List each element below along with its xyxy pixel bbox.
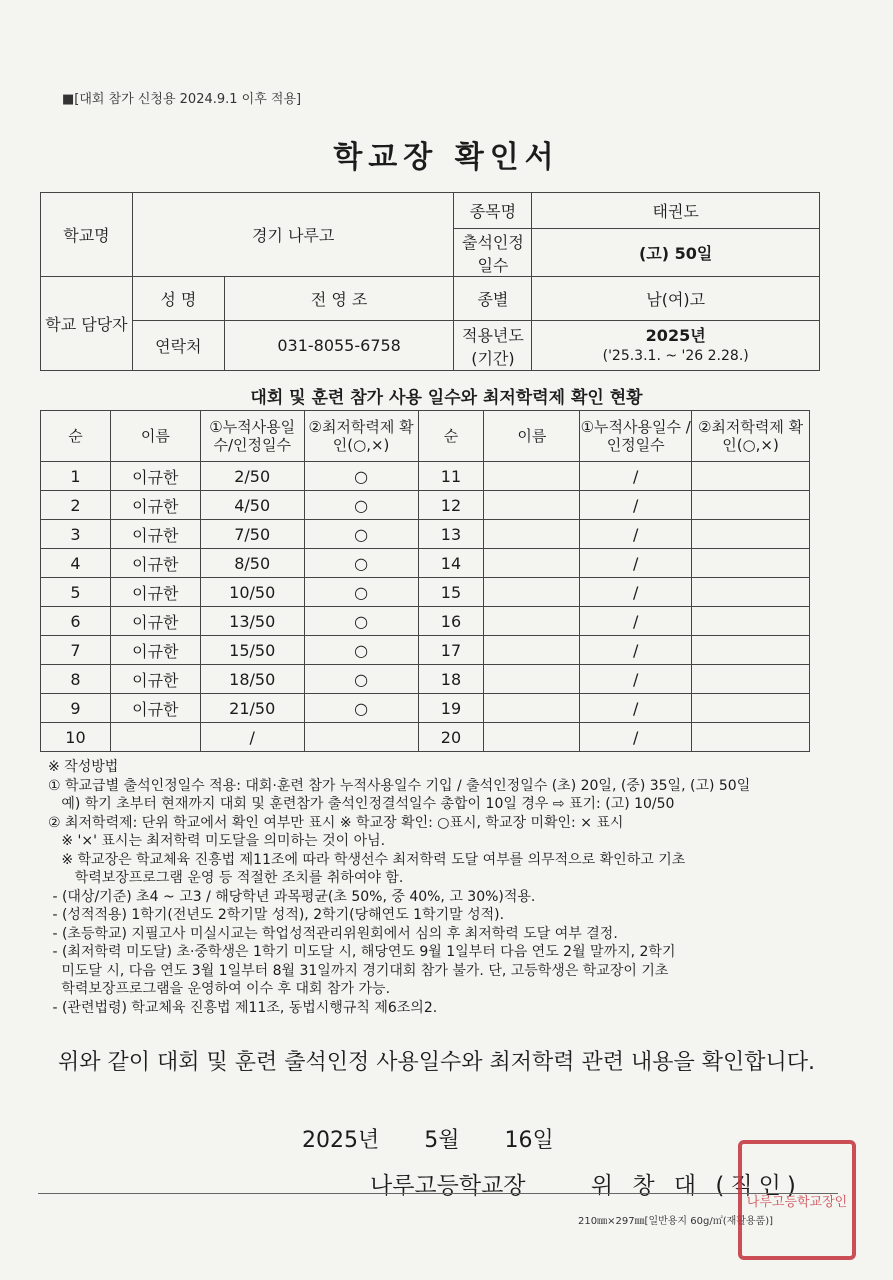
paper-spec: 210㎜×297㎜[일반용지 60g/㎡(재활용품)] xyxy=(578,1216,774,1227)
instruction-line: ② 최저학력제: 단위 학교에서 확인 여부만 표시 ※ 학교장 확인: ○표시, 학교장 미확인: × 표시 xyxy=(48,814,624,831)
col-min: ②최저학력제 확인(○,×) xyxy=(304,411,418,462)
col-name-2: 이름 xyxy=(484,411,580,462)
row-name: 이규한 xyxy=(110,520,200,549)
row-days: 18/50 xyxy=(200,665,304,694)
row-no: 3 xyxy=(41,520,111,549)
row-no-2: 19 xyxy=(418,694,484,723)
row-min-2 xyxy=(692,462,810,491)
school-label: 학교명 xyxy=(41,193,133,277)
year-label: 적용년도 (기간) xyxy=(454,321,532,371)
row-no: 4 xyxy=(41,549,111,578)
sport-value: 태권도 xyxy=(532,193,820,229)
year-cell xyxy=(532,321,820,371)
row-name: 이규한 xyxy=(110,549,200,578)
row-days-2: / xyxy=(580,723,692,752)
table-row xyxy=(41,723,810,752)
contact-value: 031-8055-6758 xyxy=(224,321,454,371)
row-min: ○ xyxy=(304,665,418,694)
row-name-2 xyxy=(484,578,580,607)
instruction-line: ※ 작성방법 xyxy=(48,759,119,775)
row-min-2 xyxy=(692,694,810,723)
row-no: 7 xyxy=(41,636,111,665)
instruction-line: ※ 학교장은 학교체육 진흥법 제11조에 따라 학생선수 최저학력 도달 여부를 의무적으로 확인하고 기초 xyxy=(48,851,686,868)
row-days-2: / xyxy=(580,607,692,636)
footer-divider xyxy=(38,1193,838,1194)
row-name: 이규한 xyxy=(110,636,200,665)
row-name-2 xyxy=(484,462,580,491)
instruction-line: - (성적적용) 1학기(전년도 2학기말 성적), 2학기(당해연도 1학기말 성적). xyxy=(48,907,505,923)
col-no-2: 순 xyxy=(418,411,484,462)
official-seal xyxy=(738,1140,856,1260)
instruction-line: - (초등학교) 지필고사 미실시교는 학업성적관리위원회에서 심의 후 최저학력 도달 여부 결정. xyxy=(48,925,618,942)
row-no-2: 11 xyxy=(418,462,484,491)
table-row xyxy=(41,607,810,636)
row-no-2: 15 xyxy=(418,578,484,607)
instruction-line: ① 학교급별 출석인정일수 적용: 대회·훈련 참가 누적사용일수 기입 / 출석인정일수 (초) 20일, (중) 35일, (고) 50일 xyxy=(48,777,751,794)
date-month: 5월 xyxy=(424,1128,460,1153)
col-name: 이름 xyxy=(110,411,200,462)
name-label: 성 명 xyxy=(132,277,224,321)
col-days-2: ①누적사용일수 /인정일수 xyxy=(580,411,692,462)
attendance-label: 출석인정 일수 xyxy=(454,229,532,277)
seal-text: 나루고등학교장인 xyxy=(746,1194,848,1210)
row-min: ○ xyxy=(304,607,418,636)
row-days-2: / xyxy=(580,694,692,723)
row-no: 2 xyxy=(41,491,111,520)
row-min: ○ xyxy=(304,520,418,549)
row-days: 21/50 xyxy=(200,694,304,723)
row-days-2: / xyxy=(580,578,692,607)
row-min: ○ xyxy=(304,694,418,723)
row-name: 이규한 xyxy=(110,491,200,520)
date-year: 2025년 xyxy=(302,1128,380,1153)
instruction-line: ※ '×' 표시는 최저학력 미도달을 의미하는 것이 아님. xyxy=(48,833,386,849)
instruction-line: - (관련법령) 학교체육 진흥법 제11조, 동법시행규칙 제6조의2. xyxy=(48,999,438,1016)
table-row xyxy=(41,462,810,491)
confirmation-text: 위와 같이 대회 및 훈련 출석인정 사용일수와 최저학력 관련 내용을 확인합니다. xyxy=(58,1050,815,1075)
row-name-2 xyxy=(484,549,580,578)
row-days: 10/50 xyxy=(200,578,304,607)
document-title: 학교장 확인서 xyxy=(333,140,560,175)
row-min-2 xyxy=(692,607,810,636)
row-days-2: / xyxy=(580,520,692,549)
instruction-line: - (대상/기준) 초4 ~ 고3 / 해당학년 과목평균(초 50%, 중 40%, 고 30%)적용. xyxy=(48,888,536,905)
row-name-2 xyxy=(484,607,580,636)
row-no-2: 17 xyxy=(418,636,484,665)
row-name: 이규한 xyxy=(110,578,200,607)
row-days: 2/50 xyxy=(200,462,304,491)
table-row xyxy=(41,491,810,520)
instruction-line: 미도달 시, 다음 연도 3월 1일부터 8월 31일까지 경기대회 참가 불가. 단, 고등학생은 학교장이 기초 xyxy=(48,962,669,979)
row-min xyxy=(304,723,418,752)
attendance-value: (고) 50일 xyxy=(532,229,820,277)
table-row xyxy=(41,636,810,665)
row-no: 9 xyxy=(41,694,111,723)
row-no-2: 18 xyxy=(418,665,484,694)
contact-label: 연락처 xyxy=(132,321,224,371)
table-subtitle: 대회 및 훈련 참가 사용 일수와 최저학력제 확인 현황 xyxy=(250,388,643,408)
col-days: ①누적사용일 수/인정일수 xyxy=(200,411,304,462)
row-min: ○ xyxy=(304,578,418,607)
row-no: 10 xyxy=(41,723,111,752)
row-no-2: 16 xyxy=(418,607,484,636)
name-value: 전 영 조 xyxy=(224,277,454,321)
manager-label: 학교 담당자 xyxy=(41,277,133,371)
row-name-2 xyxy=(484,723,580,752)
row-days-2: / xyxy=(580,636,692,665)
row-days: 8/50 xyxy=(200,549,304,578)
instruction-line: 학력보장프로그램을 운영하여 이수 후 대회 참가 가능. xyxy=(48,981,391,997)
row-no-2: 12 xyxy=(418,491,484,520)
period-value: ('25.3.1. ~ '26 2.28.) xyxy=(602,347,749,364)
row-name: 이규한 xyxy=(110,607,200,636)
row-min-2 xyxy=(692,723,810,752)
row-min: ○ xyxy=(304,549,418,578)
instruction-line: - (최저학력 미도달) 초·중학생은 1학기 미도달 시, 해당연도 9월 1일부터 다음 연도 2월 말까지, 2학기 xyxy=(48,944,676,960)
sport-label: 종목명 xyxy=(454,193,532,229)
school-value: 경기 나루고 xyxy=(132,193,454,277)
row-days-2: / xyxy=(580,665,692,694)
row-name-2 xyxy=(484,636,580,665)
table-row xyxy=(41,665,810,694)
instructions xyxy=(48,758,828,1017)
row-name: 이규한 xyxy=(110,462,200,491)
row-days: 4/50 xyxy=(200,491,304,520)
row-days: 13/50 xyxy=(200,607,304,636)
row-name: 이규한 xyxy=(110,665,200,694)
instruction-line: 학력보장프로그램 운영 등 적절한 조치를 취하여야 함. xyxy=(48,870,404,886)
row-days: 7/50 xyxy=(200,520,304,549)
row-min-2 xyxy=(692,520,810,549)
col-no: 순 xyxy=(41,411,111,462)
table-row xyxy=(41,520,810,549)
row-days-2: / xyxy=(580,549,692,578)
date-day: 16일 xyxy=(504,1128,554,1153)
table-row xyxy=(41,694,810,723)
row-min: ○ xyxy=(304,636,418,665)
gender-label: 종별 xyxy=(454,277,532,321)
gender-value: 남(여)고 xyxy=(532,277,820,321)
row-name: 이규한 xyxy=(110,694,200,723)
row-days: / xyxy=(200,723,304,752)
instruction-line: 예) 학기 초부터 현재까지 대회 및 훈련참가 출석인정결석일수 총합이 10일 경우 ⇨ 표기: (고) 10/50 xyxy=(48,796,675,812)
row-no: 1 xyxy=(41,462,111,491)
row-min-2 xyxy=(692,491,810,520)
row-min: ○ xyxy=(304,462,418,491)
row-days-2: / xyxy=(580,462,692,491)
col-min-2: ②최저학력제 확인(○,×) xyxy=(692,411,810,462)
row-name-2 xyxy=(484,520,580,549)
row-no: 8 xyxy=(41,665,111,694)
row-no: 6 xyxy=(41,607,111,636)
signer-name: 위 창 대 (직인) xyxy=(590,1173,802,1199)
row-name-2 xyxy=(484,694,580,723)
row-no-2: 13 xyxy=(418,520,484,549)
row-days-2: / xyxy=(580,491,692,520)
status-table xyxy=(40,410,810,752)
row-min-2 xyxy=(692,665,810,694)
row-name xyxy=(110,723,200,752)
row-no: 5 xyxy=(41,578,111,607)
row-no-2: 14 xyxy=(418,549,484,578)
issue-date xyxy=(302,1123,592,1154)
row-days: 15/50 xyxy=(200,636,304,665)
row-min-2 xyxy=(692,549,810,578)
table-row xyxy=(41,549,810,578)
table-row xyxy=(41,578,810,607)
info-table xyxy=(40,192,820,371)
row-min-2 xyxy=(692,578,810,607)
signer-school: 나루고등학교장 xyxy=(370,1173,526,1199)
document-tag: ■[대회 참가 신청용 2024.9.1 이후 적용] xyxy=(62,92,302,107)
row-min-2 xyxy=(692,636,810,665)
row-name-2 xyxy=(484,665,580,694)
row-min: ○ xyxy=(304,491,418,520)
year-value: 2025년 xyxy=(645,325,706,345)
row-name-2 xyxy=(484,491,580,520)
row-no-2: 20 xyxy=(418,723,484,752)
